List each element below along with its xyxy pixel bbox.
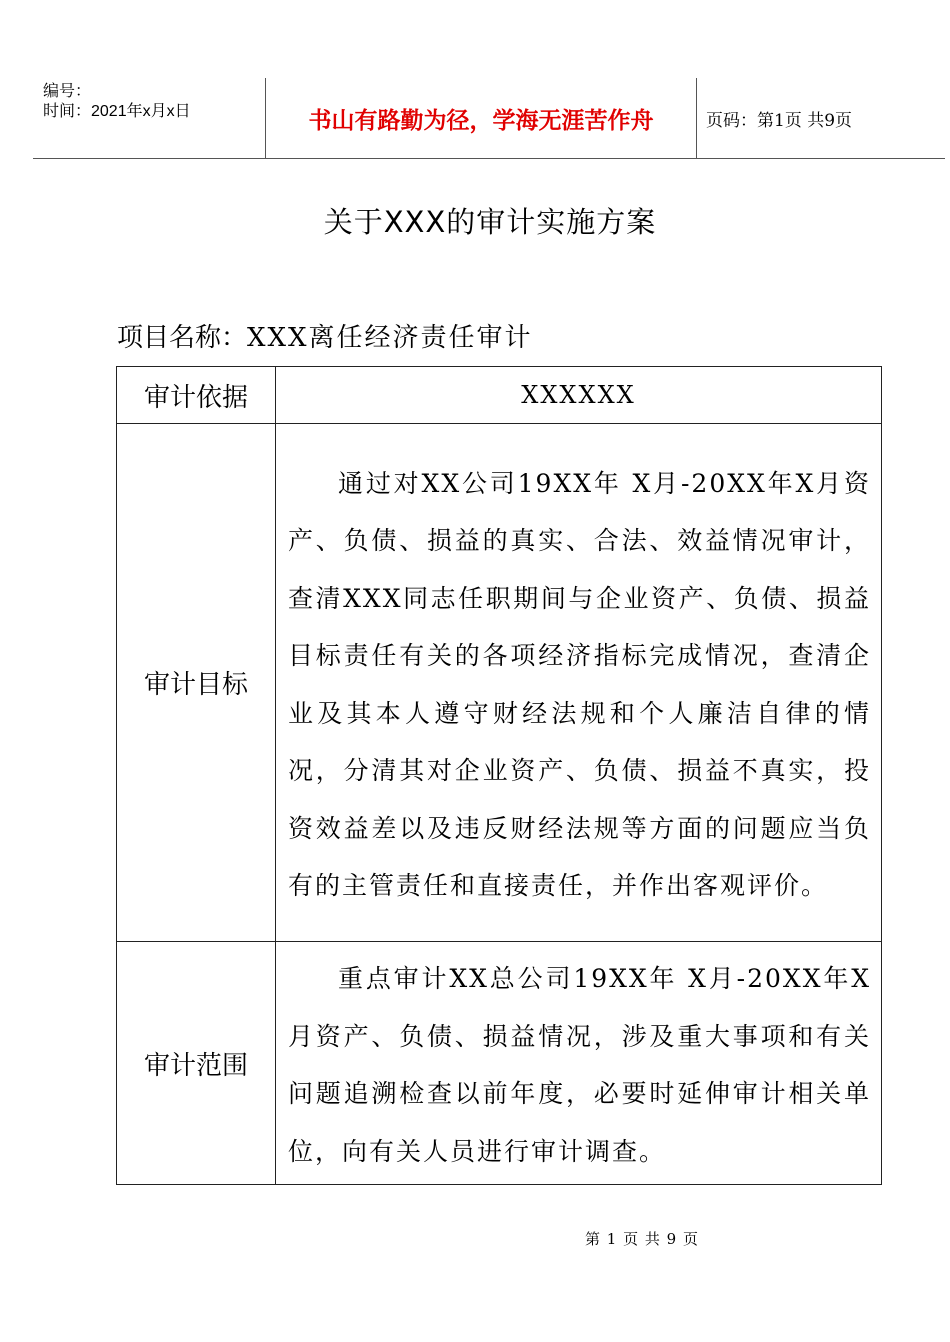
row-value-cell — [276, 942, 882, 1185]
row-key: 审计目标 — [117, 424, 276, 942]
table-row — [117, 942, 882, 1185]
row-key: 审计范围 — [117, 942, 276, 1185]
row-key: 审计依据 — [117, 367, 276, 424]
header-motto: 书山有路勤为径，学海无涯苦作舟 — [308, 106, 654, 134]
row-value: 重点审计XX总公司19XX年 X月-20XX年X月资产、负债、损益情况，涉及重大事项和有关问题追溯检查以前年度，必要时延伸审计相关单位，向有关人员进行审计调查。 — [288, 964, 871, 1166]
header-divider — [696, 78, 697, 158]
page-footer: 第 1 页 共 9 页 — [585, 1230, 699, 1248]
number-label: 编号： — [43, 83, 92, 100]
page-header — [33, 78, 945, 159]
project-name — [117, 318, 533, 358]
header-page-info: 页码：第1页 共9页 — [706, 110, 853, 131]
table-row — [117, 367, 882, 424]
audit-table — [116, 366, 882, 1185]
project-value: XXX离任经济责任审计 — [247, 323, 533, 353]
project-label: 项目名称： — [117, 323, 248, 353]
row-value-cell — [276, 424, 882, 942]
document-title: 关于XXX的审计实施方案 — [323, 205, 657, 239]
time-label: 时间：2021年x月x日 — [43, 103, 191, 120]
table-row — [117, 424, 882, 942]
header-meta — [43, 82, 265, 122]
row-value: XXXXXX — [276, 367, 882, 424]
row-value: 通过对XX公司19XX年 X月-20XX年X月资产、负债、损益的真实、合法、效益情况审计，查清XXX同志任职期间与企业资产、负债、损益目标责任有关的各项经济指标完成情况，查清企业及其本人遵守财经法规和个人廉洁自律的情况，分清其对企业资产、负债、损益不真实，投资效益差以及违反财经法规等方面的问题应当负有的主管责任和直接责任，并作出客观评价。 — [288, 468, 871, 900]
